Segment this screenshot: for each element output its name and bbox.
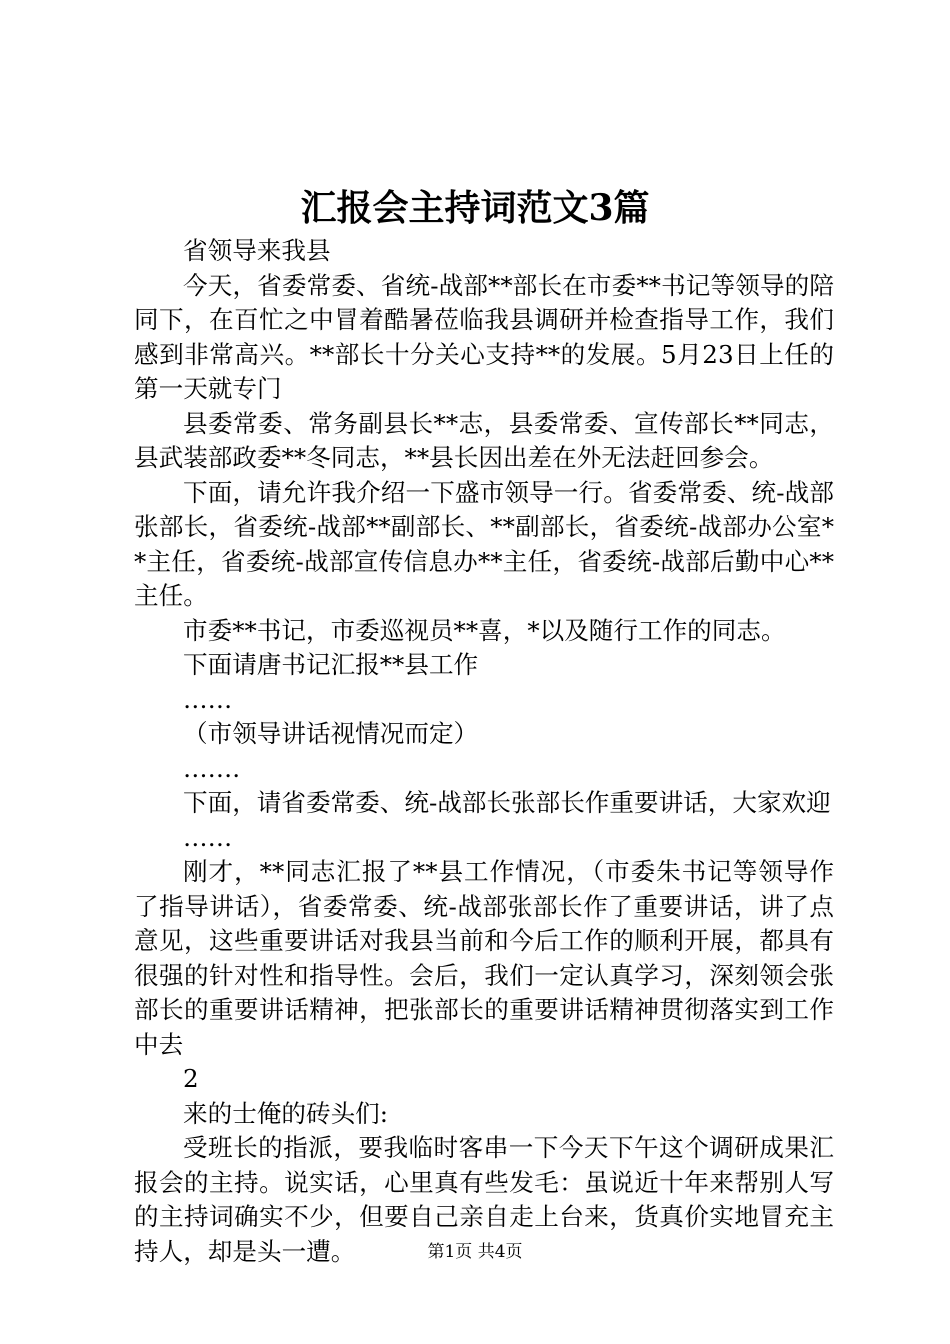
paragraph: 今天，省委常委、省统-战部**部长在市委**书记等领导的陪同下，在百忙之中冒着酷暑莅临我县调研并检查指导工作，我们感到非常高兴。**部长十分关心支持**的发展。5月23日上任的第一天就专门	[134, 270, 834, 403]
paragraph: 下面请唐书记汇报**县工作	[183, 650, 479, 679]
paragraph: 省领导来我县	[183, 236, 331, 265]
page-footer: 第1页 共4页	[427, 1242, 523, 1262]
paragraph: 市委**书记，市委巡视员**喜，*以及随行工作的同志。	[183, 615, 786, 645]
paragraph: 下面，请省委常委、统-战部长张部长作重要讲话，大家欢迎	[183, 788, 831, 817]
paragraph: ……	[183, 684, 233, 714]
document-title: 汇报会主持词范文3篇	[300, 187, 650, 229]
paragraph: （市领导讲话视情况而定）	[183, 719, 479, 748]
paragraph: 下面，请允许我介绍一下盛市领导一行。省委常委、统-战部张部长，省委统-战部**副部长、**副部长，省委统-战部办公室**主任，省委统-战部宣传信息办**主任，省委统-战部后勤中心**主任。	[134, 477, 834, 610]
document-body	[134, 234, 834, 1269]
paragraph: 来的士俺的砖头们:	[183, 1098, 389, 1128]
paragraph: …….	[183, 753, 241, 783]
paragraph: 受班长的指派，要我临时客串一下今天下午这个调研成果汇报会的主持。说实话，心里真有些发毛：虽说近十年来帮别人写的主持词确实不少，但要自己亲自走上台来，货真价实地冒充主持人，却是头一遭。	[134, 1133, 834, 1266]
paragraph: ……	[183, 822, 233, 852]
paragraph: 县委常委、常务副县长**志，县委常委、宣传部长**同志，县武装部政委**冬同志，**县长因出差在外无法赶回参会。	[134, 408, 834, 472]
section-number: 2	[183, 1064, 199, 1093]
paragraph: 刚才，**同志汇报了**县工作情况，（市委朱书记等领导作了指导讲话），省委常委、统-战部张部长作了重要讲话，讲了点意见，这些重要讲话对我县当前和今后工作的顺利开展，都具有很强的针对性和指导性。会后，我们一定认真学习，深刻领会张部长的重要讲话精神，把张部长的重要讲话精神贯彻落实到工作中去	[134, 857, 834, 1059]
